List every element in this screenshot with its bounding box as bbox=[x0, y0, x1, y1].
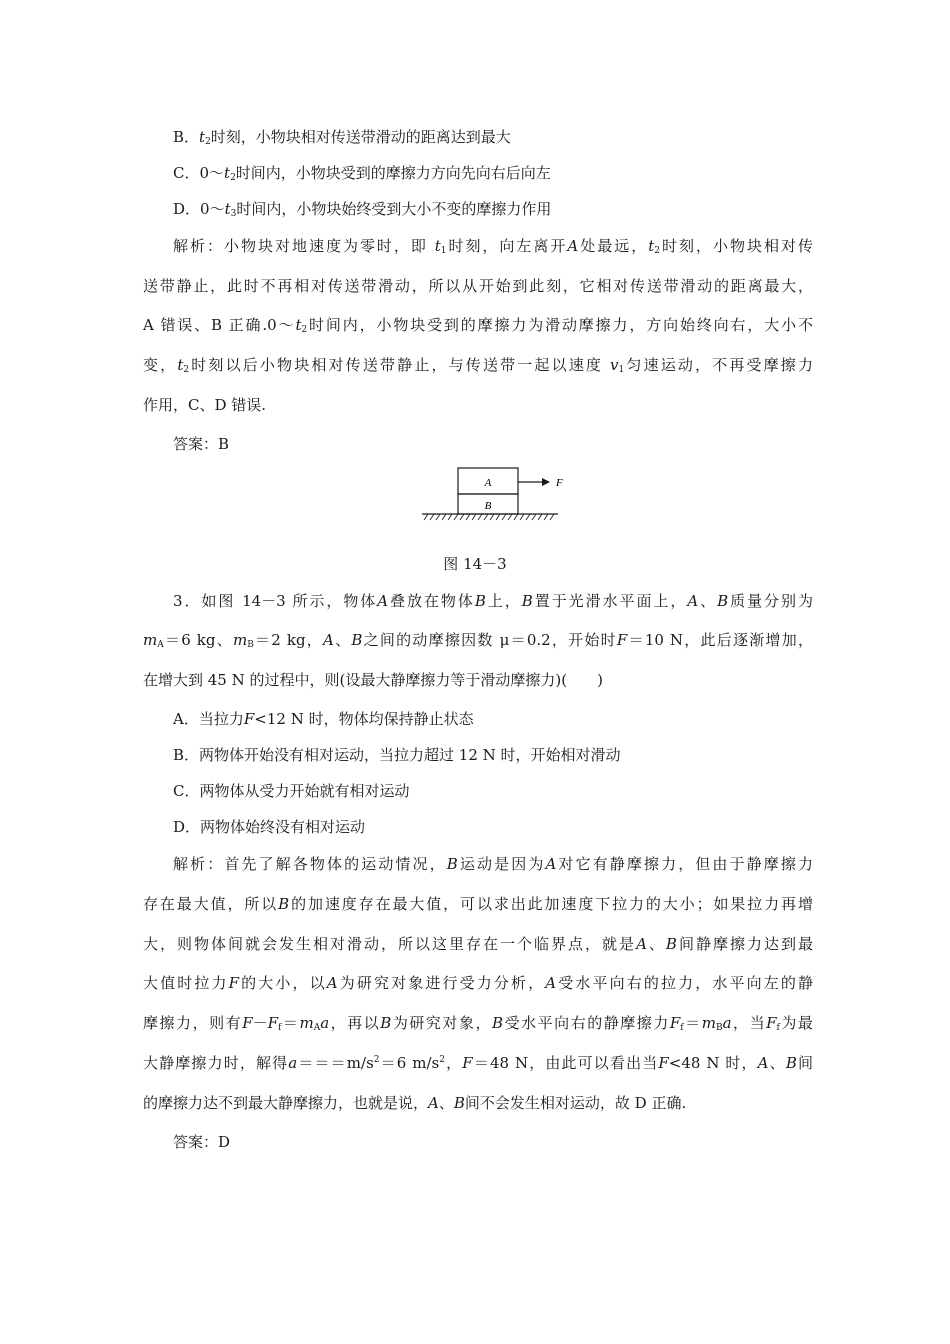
label-f: F bbox=[556, 477, 563, 489]
q3-option-b: B．两物体开始没有相对运动，当拉力超过 12 N 时，开始相对滑动 bbox=[173, 746, 621, 764]
q3-option-d: D．两物体始终没有相对运动 bbox=[173, 818, 366, 836]
q3-analysis-line: 大，则物体间就会发生相对滑动，所以这里存在一个临界点，就是A、B间静摩擦力达到最 bbox=[143, 935, 813, 953]
figure-caption: 图 14－3 bbox=[443, 555, 507, 573]
q3-analysis-line: 摩擦力，则有$F-F_f=m_Aa$，再以B为研究对象，B受水平向右的静摩擦力$F_f=m_Ba$，当$F_f$为最 bbox=[143, 1014, 813, 1033]
label-b: B bbox=[484, 500, 492, 512]
q2-option-d: D．$0\sim t_3$时间内，小物块始终受到大小不变的摩擦力作用 bbox=[173, 200, 552, 219]
q3-analysis-line: 解析：首先了解各物体的运动情况，B运动是因为A对它有静摩擦力，但由于静摩擦力 bbox=[173, 855, 813, 873]
q3-analysis-line: 大静摩擦力时，解得$a===m/s^2=6$ $m/s^2$，F＝48 N，由此可以看出当F<48 N 时，A、B间 bbox=[143, 1054, 813, 1072]
q2-answer: 答案：B bbox=[173, 435, 230, 453]
q3-analysis-line: 大值时拉力F的大小，以A为研究对象进行受力分析，A受水平向右的拉力，水平向左的静 bbox=[143, 974, 813, 992]
q2-analysis-line: 作用，C、D 错误. bbox=[143, 396, 267, 414]
q3-option-a: A．当拉力F<12 N 时，物体均保持静止状态 bbox=[173, 710, 474, 728]
q3-answer: 答案：D bbox=[173, 1133, 231, 1151]
q3-stem-line: 在增大到 45 N 的过程中，则(设最大静摩擦力等于滑动摩擦力)( ) bbox=[143, 671, 603, 689]
q2-analysis-line: 解析：小物块对地速度为零时，即 $t_1$时刻，向左离开A处最远，$t_2$时刻，小物块相对传 bbox=[173, 237, 813, 256]
q3-analysis-line: 的摩擦力达不到最大静摩擦力，也就是说，A、B间不会发生相对运动，故 D 正确. bbox=[143, 1094, 687, 1112]
q3-option-c: C．两物体从受力开始就有相对运动 bbox=[173, 782, 410, 800]
ground-hatch bbox=[424, 514, 554, 520]
q3-stem-line: $m_A=6$ kg、$m_B=2$ kg，A、B之间的动摩擦因数 μ＝0.2，开始时F＝10 N，此后逐渐增加， bbox=[143, 631, 813, 650]
q2-option-c: C．$0\sim t_2$时间内，小物块受到的摩擦力方向先向右后向左 bbox=[173, 164, 551, 183]
arrow-head-icon bbox=[542, 478, 550, 486]
q2-option-b: B．$t_2$时刻，小物块相对传送带滑动的距离达到最大 bbox=[173, 128, 511, 147]
q3-analysis-line: 存在最大值，所以B的加速度存在最大值，可以求出此加速度下拉力的大小；如果拉力再增 bbox=[143, 895, 813, 913]
q2-analysis-line: A 错误、B 正确$.0\sim t_2$时间内，小物块受到的摩擦力为滑动摩擦力，方向始终向右，大小不 bbox=[143, 316, 813, 335]
q2-analysis-line: 变，$t_2$时刻以后小物块相对传送带静止，与传送带一起以速度 $v_1$匀速运动，不再受摩擦力 bbox=[143, 356, 813, 375]
block-figure bbox=[420, 466, 580, 522]
q3-stem-line: 3．如图 14－3 所示，物体A叠放在物体B上，B置于光滑水平面上，A、B质量分别为 bbox=[173, 592, 813, 610]
label-a: A bbox=[484, 477, 492, 489]
q2-analysis-line: 送带静止，此时不再相对传送带滑动，所以从开始到此刻，它相对传送带滑动的距离最大， bbox=[143, 277, 813, 295]
